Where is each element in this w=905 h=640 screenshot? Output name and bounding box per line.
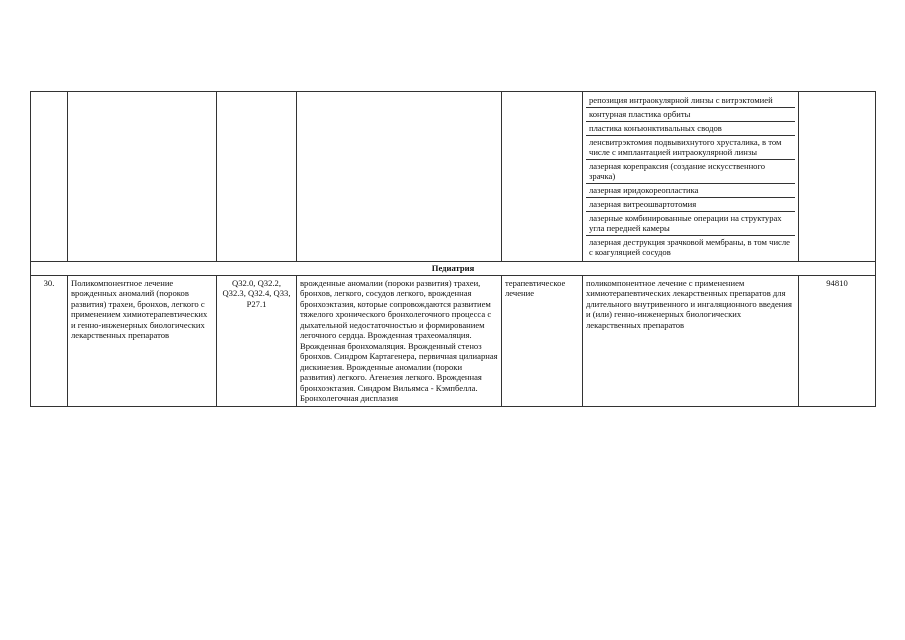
empty-codes-cell xyxy=(217,92,297,262)
vmp-name: Поликомпонентное лечение врожденных аномалий (пороков развития) трахеи, бронхов, легкого с применением химиотерапевтических и генно-инженерных биологических лекарственных препаратов xyxy=(68,275,217,406)
treatment-method: поликомпонентное лечение с применением химиотерапевтических лекарственных препаратов для длительного внутривенного и ингаляционного введения и (или) генно-инженерных биологических лекарственных препаратов xyxy=(583,275,799,406)
cost-value: 94810 xyxy=(799,275,876,406)
continuation-row xyxy=(31,92,876,262)
patient-model: врожденные аномалии (пороки развития) трахеи, бронхов, легкого, сосудов легкого, врожденная бронхоэктазия, которые сопровождаются развитием тяжелого хронического бронхолегочного процесса с дыхательной недостаточностью и формированием легочного сердца. Врожденная трахеомаляция. Врожденная бронхомаляция. Врожденный стеноз бронхов. Синдром Картагенера, первичная цилиарная дискинезия. Врожденные аномалии (пороки развития) легкого. Агенезия легкого. Врожденная бронхоэктазия. Синдром Вильямса - Кэмпбелла. Бронхолегочная дисплазия xyxy=(297,275,502,406)
method-item: лазерная корепраксия (создание искусственного зрачка) xyxy=(586,159,795,183)
method-item: лазерная витреошвартотомия xyxy=(586,197,795,211)
empty-cost-cell xyxy=(799,92,876,262)
empty-name-cell xyxy=(68,92,217,262)
method-item: лазерная иридокореопластика xyxy=(586,183,795,197)
treatment-type: терапевтическое лечение xyxy=(502,275,583,406)
section-row xyxy=(31,261,876,275)
methods-cell xyxy=(583,92,799,262)
empty-model-cell xyxy=(297,92,502,262)
table-row xyxy=(31,275,876,406)
methods-list xyxy=(586,94,795,259)
method-item: ленсвитрэктомия подвывихнутого хрусталика, в том числе с имплантацией интраокулярной линзы xyxy=(586,136,795,160)
method-item: лазерная деструкция зрачковой мембраны, в том числе с коагуляцией сосудов xyxy=(589,236,790,258)
section-title: Педиатрия xyxy=(31,261,876,275)
method-item: репозиция интраокулярной линзы с витрэктомией xyxy=(586,94,795,108)
icd-codes: Q32.0, Q32.2, Q32.3, Q32.4, Q33, P27.1 xyxy=(217,275,297,406)
empty-number-cell xyxy=(31,92,68,262)
empty-treatment-cell xyxy=(502,92,583,262)
method-item: контурная пластика орбиты xyxy=(586,108,795,122)
method-item: лазерные комбинированные операции на структурах угла передней камеры xyxy=(586,211,795,235)
method-item: пластика конъюнктивальных сводов xyxy=(586,122,795,136)
row-number: 30. xyxy=(31,275,68,406)
vmp-table xyxy=(30,91,876,407)
